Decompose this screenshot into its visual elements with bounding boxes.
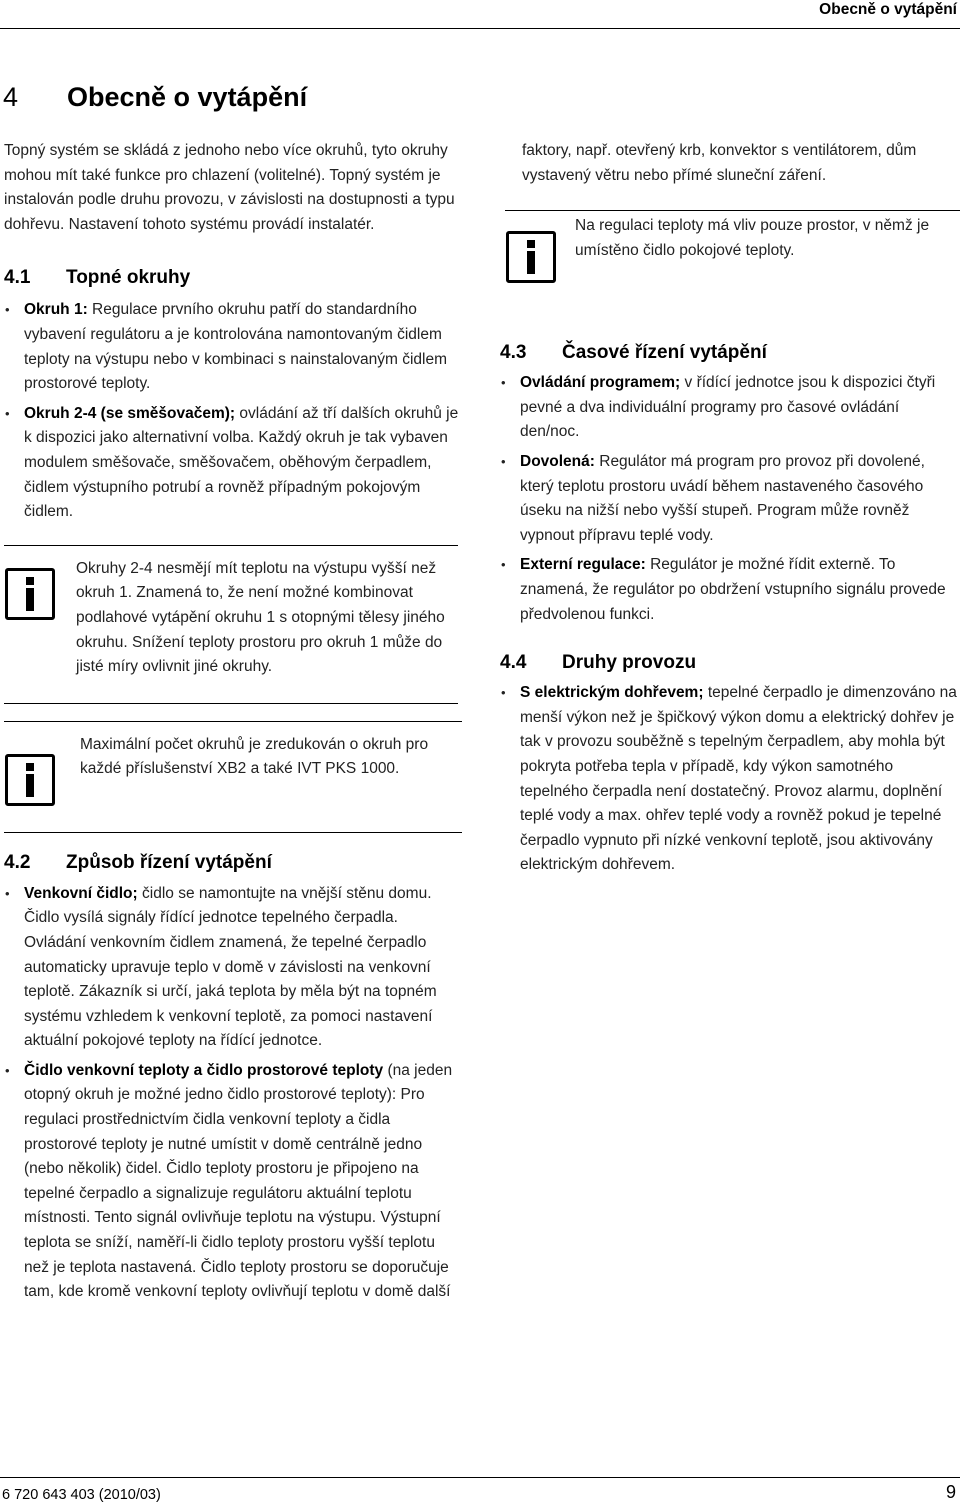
info-note	[4, 721, 462, 833]
list-item-term: Okruh 1:	[24, 301, 88, 319]
list-item	[4, 882, 464, 1054]
list-item	[500, 371, 960, 445]
list-item-text: Regulátor má program pro provoz při dovolené, který teplotu prostoru uvádí během nastaveného časového úseku na nižší nebo vyšší stupeň. Program může rovněž vypnout přípravu teplé vody.	[520, 452, 925, 544]
section-title: Druhy provozu	[562, 652, 697, 674]
section-number: 4.2	[4, 851, 31, 873]
list-item	[4, 402, 464, 525]
section-4-1-list	[4, 298, 464, 524]
page-number: 9	[945, 1482, 956, 1502]
list-item-text: (na jeden otopný okruh je možné jedno čidlo prostorové teploty): Pro regulaci prostřednictvím čidla venkovní teploty a čidla prostorové teploty je nutné umístit v domě centrálně jedno (nebo několik) čidel. Čidlo teploty prostoru je připojeno na tepelné čerpadlo a signalizuje regulátoru aktuální teplotu místnosti. Tento signál ovlivňuje teplotu na výstupu. Výstupní teplota se sníží, naměří-li čidlo teploty prostoru vyšší teplotu než je teplota nastavená. Čidlo teploty prostoru se doporučuje tam, kde kromě venkovní teploty ovlivňují teplotu v domě další	[24, 1061, 453, 1301]
list-item-term: Externí regulace:	[520, 556, 646, 574]
section-4-3-list	[500, 371, 960, 627]
right-column	[500, 139, 960, 878]
chapter-title-text: Obecně o vytápění	[67, 82, 308, 112]
list-item-term: Okruh 2-4 (se směšovačem);	[24, 404, 236, 422]
info-note	[4, 545, 458, 704]
document-code: 6 720 643 403 (2010/03)	[2, 1487, 161, 1503]
list-item-text: Regulátor je možné řídit externě. To znamená, že regulátor po obdržení vstupního signálu provede předvolenou funkci.	[520, 556, 946, 623]
section-number: 4.4	[500, 652, 527, 674]
section-title: Topné okruhy	[66, 267, 191, 289]
info-note-text: Okruhy 2-4 nesmějí mít teplotu na výstupu vyšší než okruh 1. Znamená to, že není možné kombinovat podlahové vytápění okruhu 1 s otopnými tělesy jiného okruhu. Snížení teploty prostoru pro okruh 1 může do jisté míry ovlivnit jiné okruhy.	[76, 559, 445, 676]
list-item	[500, 450, 960, 548]
intro-paragraph: Topný systém se skládá z jednoho nebo více okruhů, tyto okruhy mohou mít také funkce pro chlazení (volitelné). Topný systém je instalován podle druhu provozu, v závislosti na dostupnosti a typu dohřevu. Nastavení tohoto systému provádí instalatér.	[4, 142, 455, 233]
list-item-text: Regulace prvního okruhu patří do standardního vybavení regulátoru a je kontrolována namontovaným čidlem teploty na výstupu nebo v kombinaci s nainstalovaným čidlem prostorové teploty.	[24, 301, 448, 393]
info-note	[505, 210, 960, 302]
chapter-number: 4	[3, 82, 19, 112]
info-icon	[5, 754, 55, 806]
footer-rule	[0, 1477, 960, 1478]
list-item-text: ovládání až tří dalších okruhů je k dispozici jako alternativní volba. Každý okruh je tak vybaven modulem směšovače, směšovačem, oběhovým čerpadlem, čidlem výstupního potrubí a rovněž případným pokojovým čidlem.	[24, 404, 459, 521]
chapter-title	[3, 82, 307, 113]
list-item	[500, 553, 960, 627]
running-head: Obecně o vytápění	[819, 1, 957, 18]
list-item-text: tepelné čerpadlo je dimenzováno na menší výkon než je špičkový výkon domu a elektrický dohřev je tak v provozu souběžně s tepelným čerpadlem, aby mohla být pokryta potřeba tepla v případě, kdy výkon samotného tepelného čerpadla není dostatečný. Provoz alarmu, doplnění teplé vody a max. ohřev teplé vody a rovněž pokud je tepelné čerpadlo vypnuto při nízké venkovní teplotě, jsou aktivovány elektrickým dohřevem.	[520, 684, 957, 874]
section-title: Způsob řízení vytápění	[66, 851, 272, 873]
list-item-term: Venkovní čidlo;	[24, 884, 138, 902]
list-item-term: S elektrickým dohřevem;	[520, 684, 704, 702]
section-4-2-list	[4, 882, 464, 1305]
info-note-text: Maximální počet okruhů je zredukován o okruh pro každé příslušenství XB2 a také IVT PKS 1000.	[80, 735, 429, 778]
section-4-1-heading	[4, 266, 464, 290]
list-item	[4, 298, 464, 396]
section-number: 4.1	[4, 267, 31, 289]
list-item-text: v řídící jednotce jsou k dispozici čtyři pevné a dva individuální programy pro časové ovládání den/noc.	[520, 374, 936, 441]
continued-paragraph: faktory, např. otevřený krb, konvektor s ventilátorem, dům vystavený větru nebo přímé sluneční záření.	[522, 142, 917, 184]
list-item-term: Čidlo venkovní teploty a čidlo prostorové teploty	[24, 1061, 384, 1079]
section-4-4-list	[500, 681, 960, 878]
info-note-text: Na regulaci teploty má vliv pouze prostor, v němž je umístěno čidlo pokojové teploty.	[575, 217, 930, 259]
list-item	[500, 681, 960, 878]
list-item-term: Dovolená:	[520, 452, 595, 470]
info-icon	[506, 231, 556, 283]
header-rule	[0, 28, 960, 29]
section-number: 4.3	[500, 342, 527, 364]
info-icon	[5, 568, 55, 620]
list-item-term: Ovládání programem;	[520, 374, 681, 392]
section-4-2-heading	[4, 851, 464, 875]
list-item-text: čidlo se namontujte na vnější stěnu domu. Čidlo vysílá signály řídící jednotce tepelného čerpadla. Ovládání venkovním čidlem znamená, že tepelné čerpadlo automaticky upravuje teplo v domě v závislosti na venkovní teplotě. Zákazník si určí, jaká teplota by měla být na topném systému vzhledem k venkovní teplotě, za pomoci nastavení aktuální pokojové teploty na řídící jednotce.	[24, 884, 437, 1050]
section-4-4-heading	[500, 651, 960, 675]
section-title: Časové řízení vytápění	[562, 342, 767, 364]
left-column	[4, 139, 464, 1305]
list-item	[4, 1059, 464, 1305]
section-4-3-heading	[500, 341, 960, 365]
